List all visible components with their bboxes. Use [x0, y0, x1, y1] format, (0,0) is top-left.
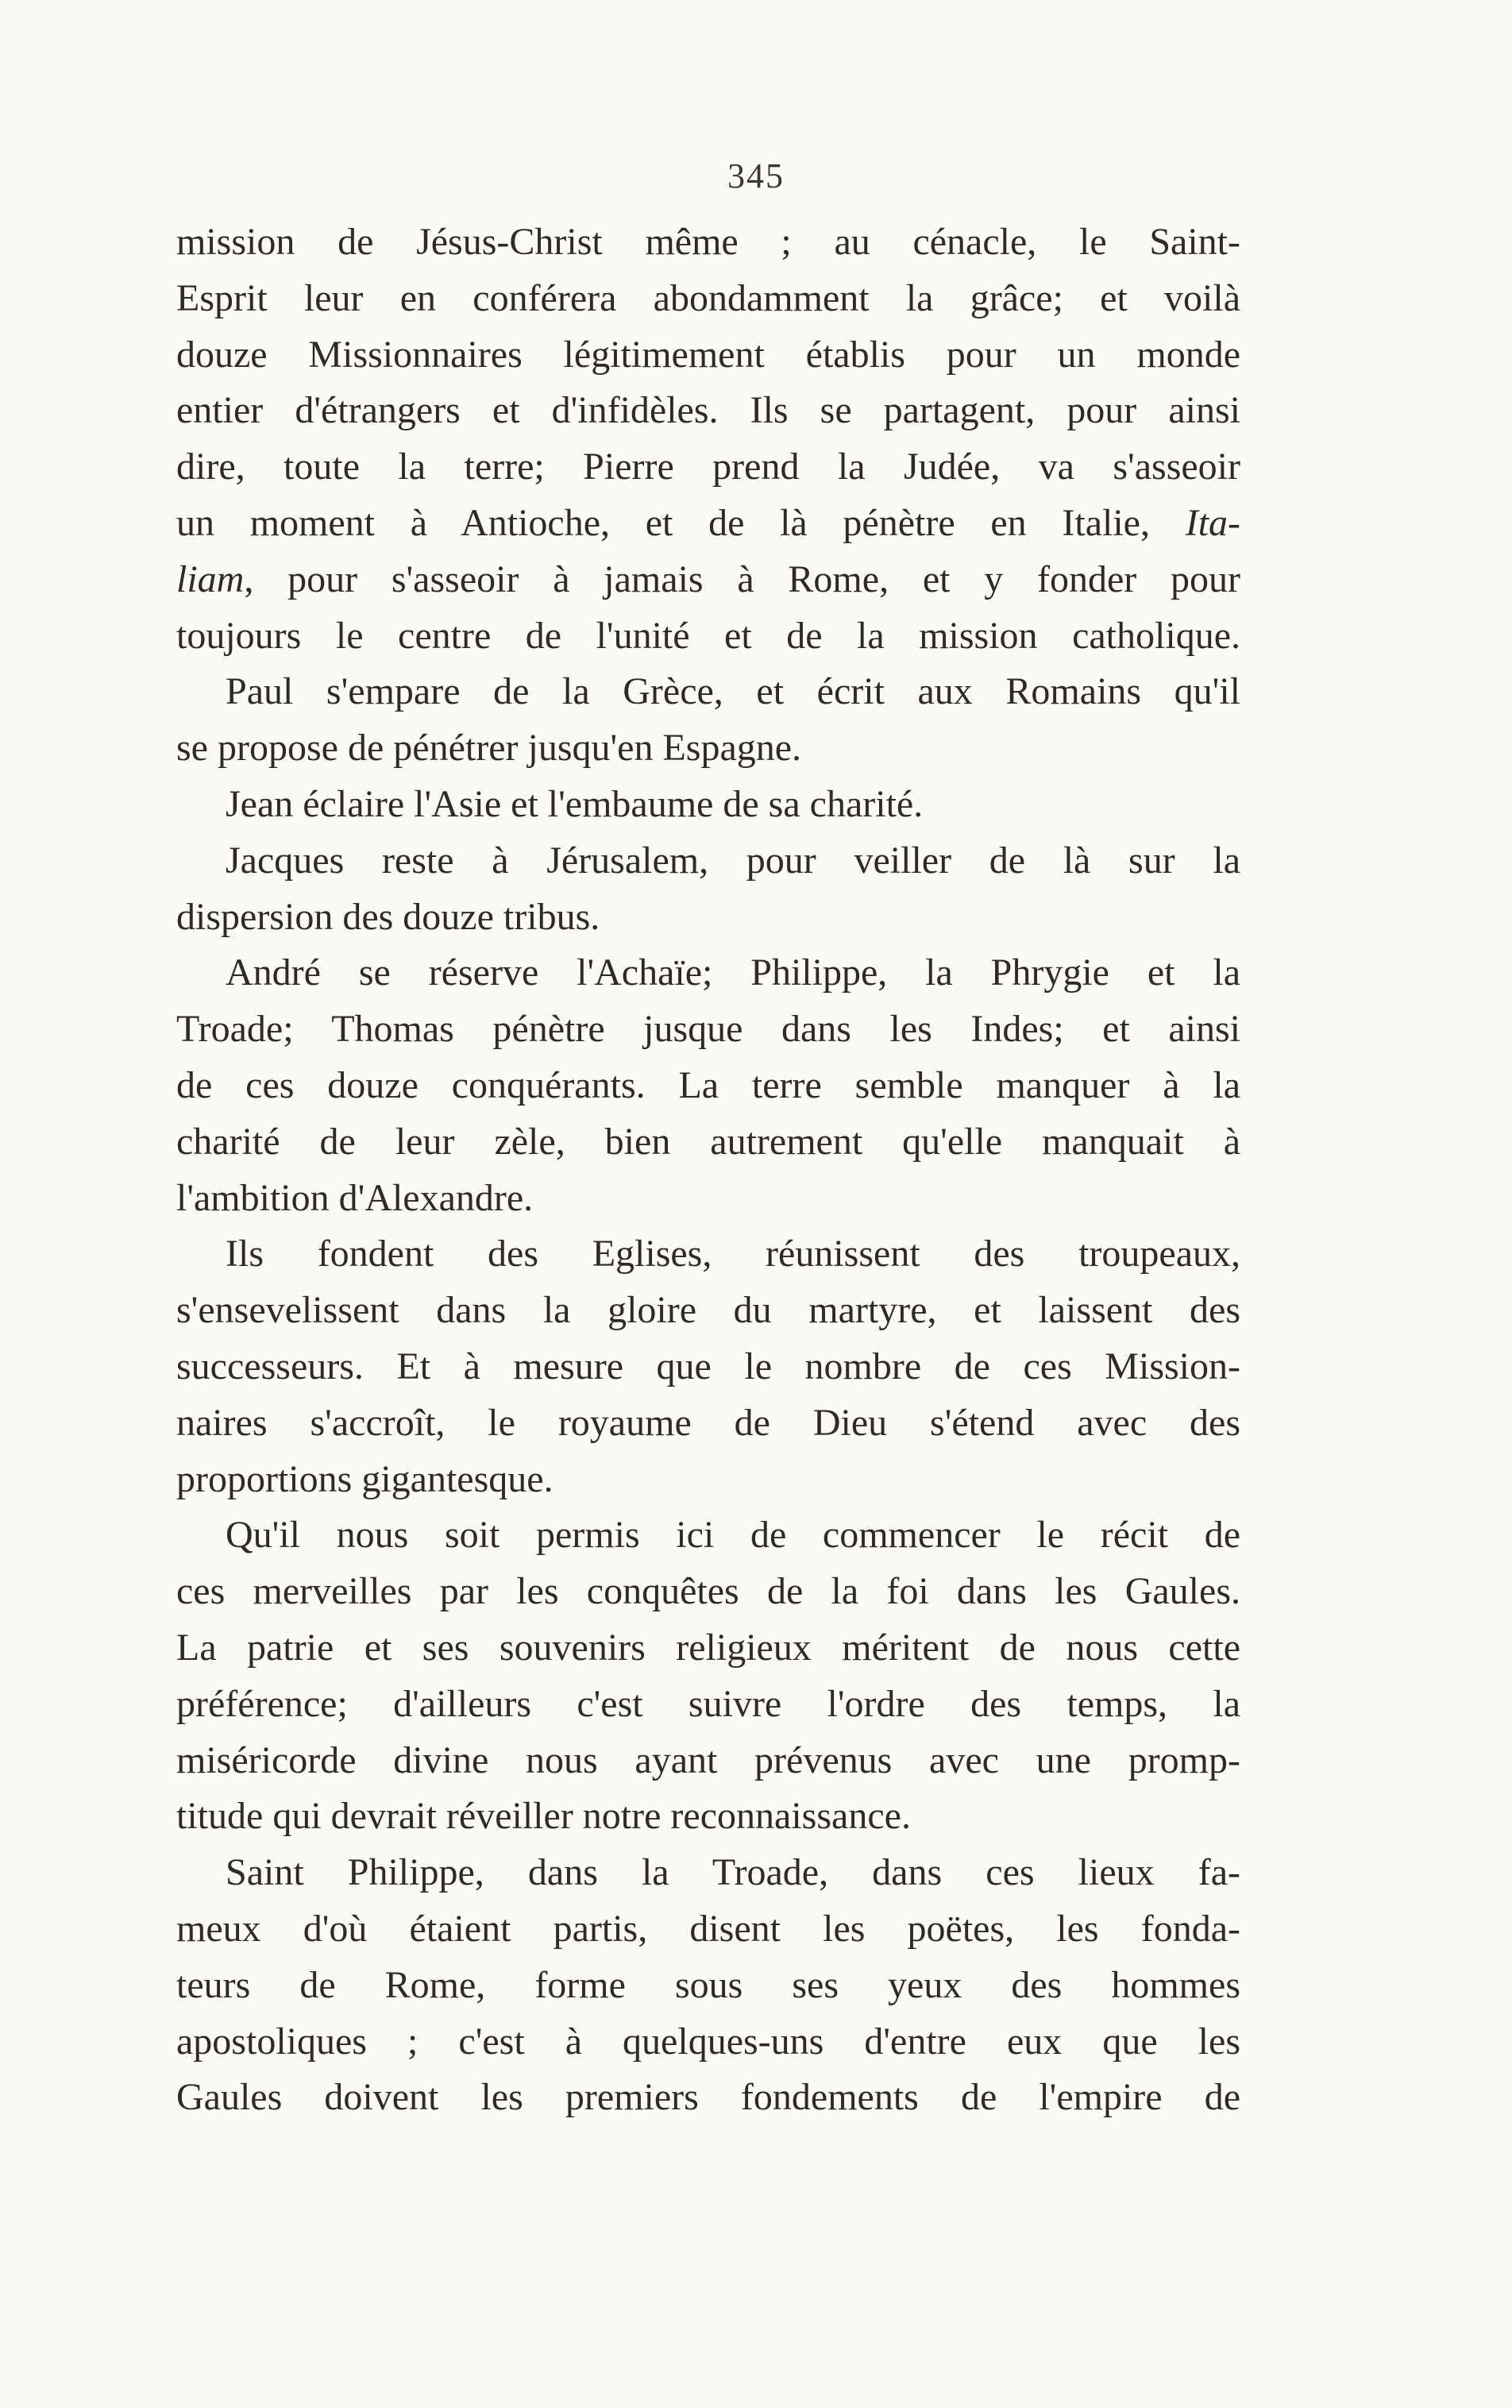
text-segment: , pour s'asseoir à jamais à Rome, et y fonder pour	[244, 558, 1240, 600]
text-line: Qu'il nous soit permis ici de commencer le récit de	[226, 1514, 1240, 1557]
text-line: miséricorde divine nous ayant prévenus avec une promp-	[176, 1738, 1240, 1781]
text-line: naires s'accroît, le royaume de Dieu s'étend avec des	[176, 1401, 1240, 1444]
text-segment: un moment à Antioche, et de là pénètre en Italie,	[176, 501, 1150, 544]
text-line: dispersion des douze tribus.	[176, 895, 600, 938]
text-line: de ces douze conquérants. La terre semble manquer à la	[176, 1063, 1240, 1106]
text-line	[176, 496, 1240, 552]
text-line: meux d'où étaient partis, disent les poëtes, les fonda-	[176, 1907, 1240, 1950]
text-line: André se réserve l'Achaïe; Philippe, la Phrygie et la	[226, 951, 1240, 994]
text-line: La patrie et ses souvenirs religieux méritent de nous cette	[176, 1626, 1240, 1669]
text-line: titude qui devrait réveiller notre reconnaissance.	[176, 1795, 911, 1838]
italic-word: liam	[176, 558, 245, 600]
text-line	[176, 552, 1240, 608]
text-line: douze Missionnaires légitimement établis pour un monde	[176, 333, 1240, 376]
italic-word: Ita-	[1185, 501, 1241, 544]
text-line: toujours le centre de l'unité et de la mission catholique.	[176, 614, 1240, 657]
text-line: entier d'étrangers et d'infidèles. Ils se partagent, pour ainsi	[176, 389, 1240, 432]
text-line: Saint Philippe, dans la Troade, dans ces lieux fa-	[226, 1851, 1240, 1894]
body-text	[176, 214, 1240, 2126]
text-line: mission de Jésus-Christ même ; au cénacle, le Saint-	[176, 221, 1240, 263]
text-line: charité de leur zèle, bien autrement qu'elle manquait à	[176, 1120, 1240, 1163]
text-line: Esprit leur en conférera abondamment la grâce; et voilà	[176, 276, 1240, 319]
text-line: préférence; d'ailleurs c'est suivre l'ordre des temps, la	[176, 1682, 1240, 1725]
text-line: Gaules doivent les premiers fondements de l'empire de	[176, 2076, 1240, 2119]
text-line: dire, toute la terre; Pierre prend la Judée, va s'asseoir	[176, 446, 1240, 488]
text-line: successeurs. Et à mesure que le nombre de ces Mission-	[176, 1345, 1240, 1387]
text-line: s'ensevelissent dans la gloire du martyre, et laissent des	[176, 1289, 1240, 1332]
text-line: Troade; Thomas pénètre jusque dans les Indes; et ainsi	[176, 1008, 1240, 1051]
text-line: Jacques reste à Jérusalem, pour veiller de là sur la	[226, 839, 1240, 882]
text-line: Paul s'empare de la Grèce, et écrit aux Romains qu'il	[226, 670, 1240, 713]
text-line: Ils fondent des Eglises, réunissent des troupeaux,	[226, 1233, 1240, 1275]
text-line: ces merveilles par les conquêtes de la foi dans les Gaules.	[176, 1570, 1240, 1613]
text-line: Jean éclaire l'Asie et l'embaume de sa charité.	[226, 782, 924, 825]
text-line: l'ambition d'Alexandre.	[176, 1176, 534, 1219]
text-line: se propose de pénétrer jusqu'en Espagne.	[176, 727, 802, 770]
text-line: proportions gigantesque.	[176, 1457, 554, 1500]
text-line: teurs de Rome, forme sous ses yeux des hommes	[176, 1963, 1240, 2006]
text-line: apostoliques ; c'est à quelques-uns d'entre eux que les	[176, 2020, 1240, 2063]
page-number: 345	[727, 156, 785, 195]
